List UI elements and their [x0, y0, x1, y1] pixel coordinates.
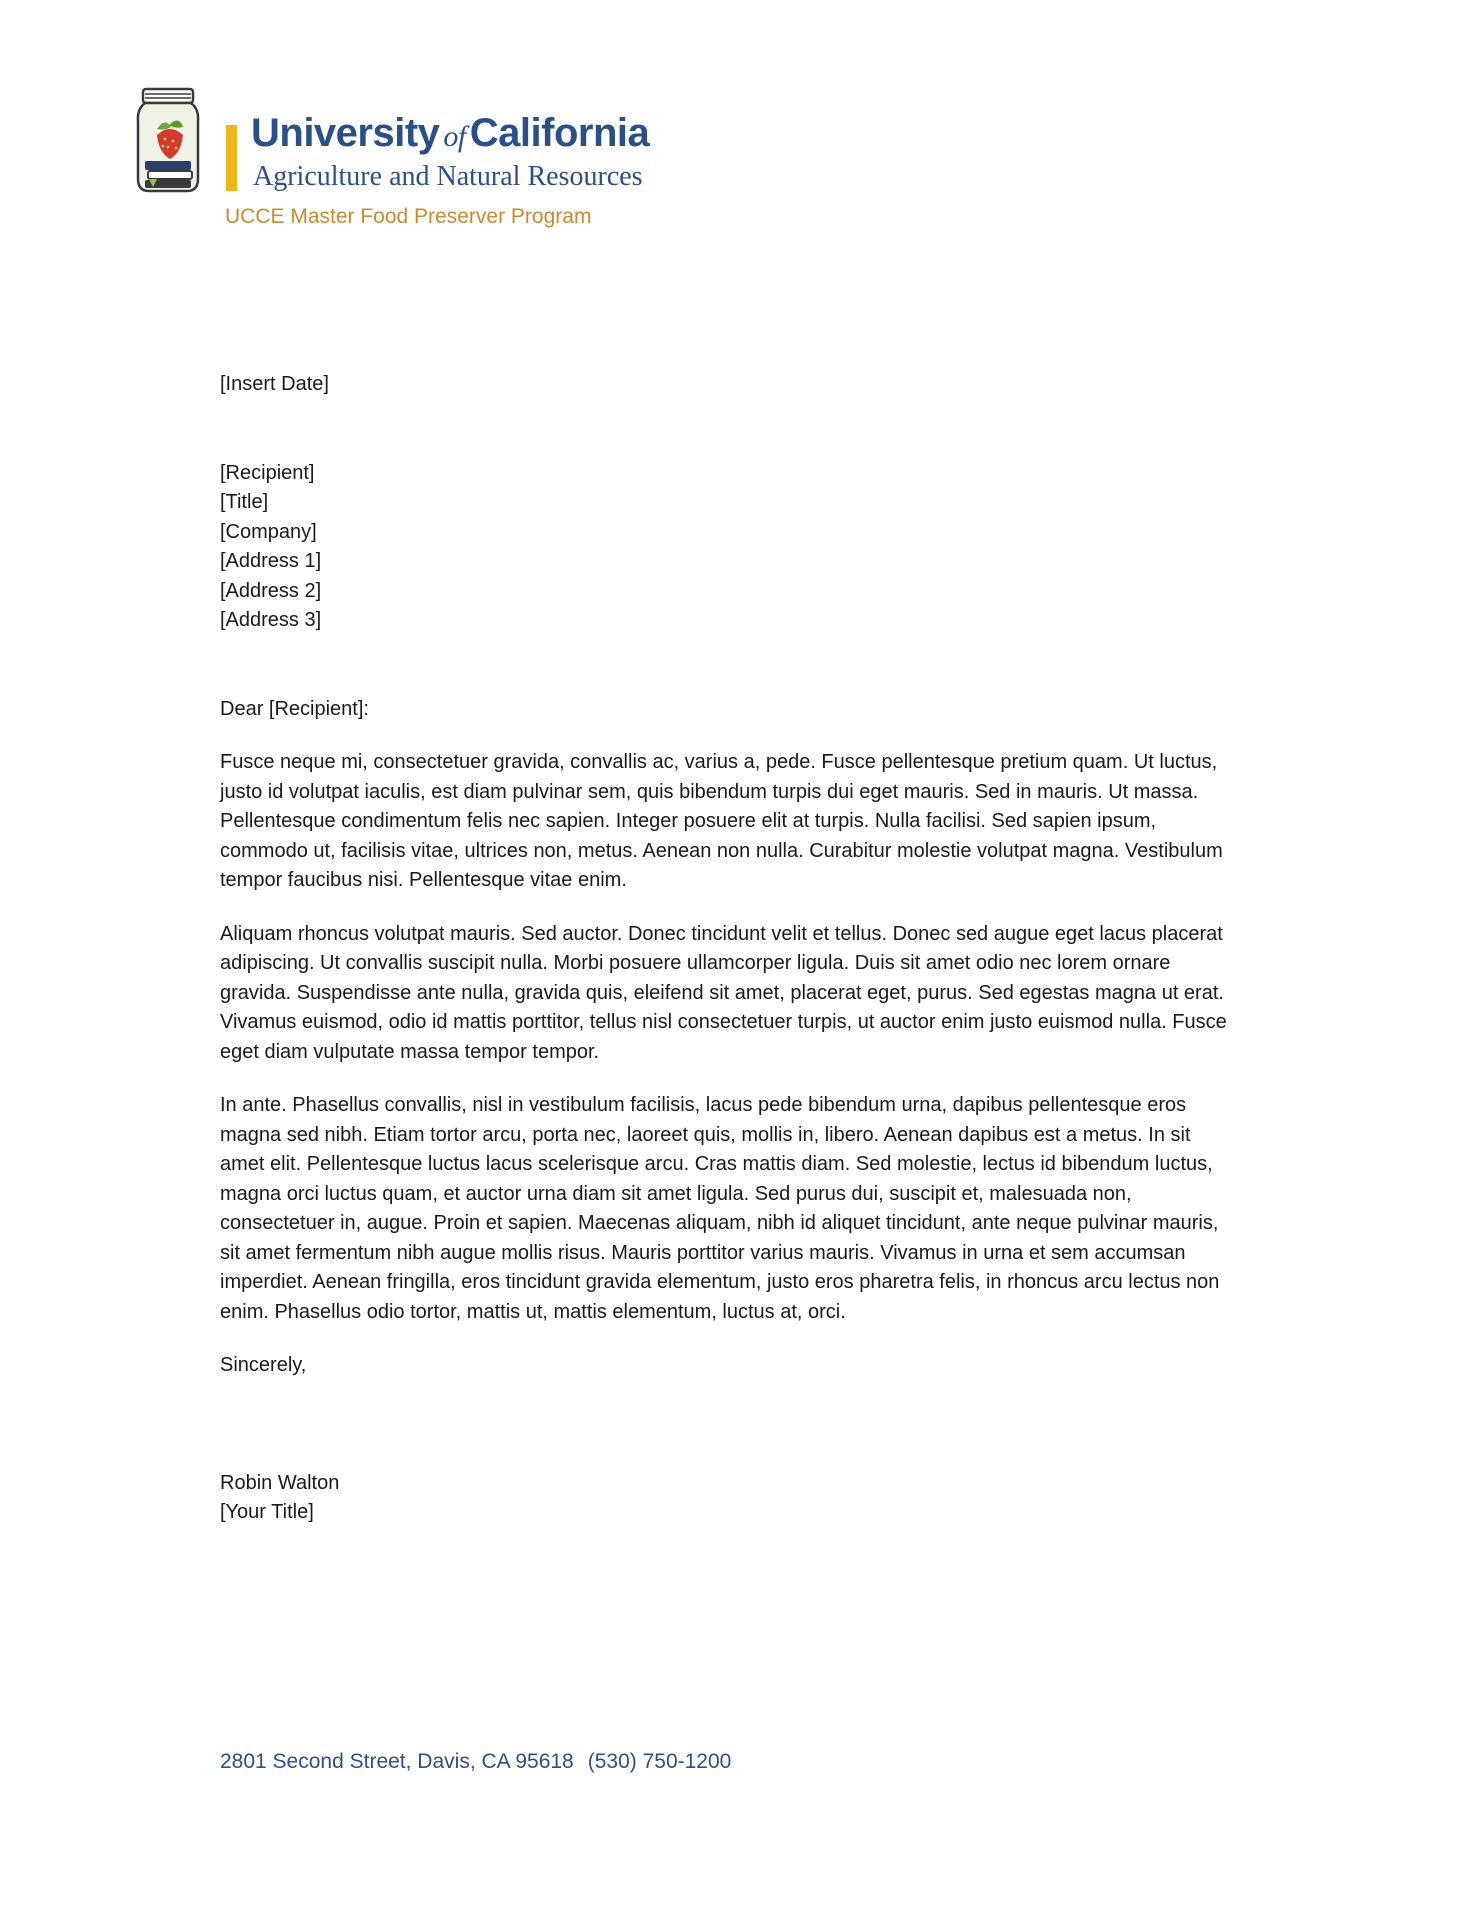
footer-contact [220, 1750, 731, 1774]
signer-name: Robin Walton [220, 1471, 340, 1494]
org-name-california: California [469, 111, 650, 155]
body-paragraph-3: In ante. Phasellus convallis, nisl in vestibulum facilisis, lacus pede bibendum urna, dapibus pellentesque eros magna sed nibh. Etiam tortor arcu, porta nec, laoreet quis, mollis in, libero. Aenean dapibus est a metus. In sit amet elit. Pellentesque luctus lacus scelerisque arcu. Cras mattis diam. Sed molestie, lectus id bibendum luctus, magna orci luctus quam, et auctor urna diam sit amet ligula. Sed purus dui, suscipit et, malesuada non, consectetuer in, augue. Proin et sapien. Maecenas aliquam, nibh id aliquet tincidunt, ante neque pulvinar mauris, sit amet fermentum nibh augue mollis risus. Mauris porttitor varius mauris. Vivamus in urna et sem accumsan imperdiet. Aenean fringilla, eros tincidunt gravida elementum, justo eros pharetra felis, in rhoncus arcu lectus non enim. Phasellus odio tortor, mattis ut, mattis elementum, luctus at, orci. [220, 1094, 1220, 1323]
closing: Sincerely, [220, 1354, 307, 1376]
recipient-company-line: [Company] [220, 520, 317, 543]
signer-title: [Your Title] [220, 1501, 314, 1523]
body-paragraph-2: Aliquam rhoncus volutpat mauris. Sed auctor. Donec tincidunt velit et tellus. Donec sed augue eget lacus placerat adipiscing. Ut convallis suscipit nulla. Morbi posuere ullamcorper ligula. Duis sit amet odio nec lorem ornare gravida. Suspendisse ante nulla, gravida quis, eleifend sit amet, placerat eget, purus. Sed egestas magna ut erat. Vivamus euismod, odio id mattis porttitor, tellus nisl consectetuer turpis, ut auctor enim justo euismod nulla. Fusce eget diam vulputate massa tempor tempor. [220, 922, 1227, 1063]
salutation: Dear [Recipient]: [220, 697, 369, 720]
recipient-title-line: [Title] [220, 491, 269, 513]
body-paragraph-1: Fusce neque mi, consectetuer gravida, convallis ac, varius a, pede. Fusce pellentesque pretium quam. Ut luctus, justo id volutpat iaculis, est diam pulvinar sem, quis bibendum turpis dui eget mauris. Sed in mauris. Ut massa. Pellentesque condimentum felis nec sapien. Integer posuere elit at turpis. Nulla facilisi. Sed sapien ipsum, commodo ut, facilisis vitae, ultrices non, metus. Aenean non nulla. Curabitur molestie volutpat magna. Vestibulum tempor faucibus nisi. Pellentesque vitae enim. [220, 751, 1223, 891]
letter-date: [Insert Date] [220, 373, 329, 395]
recipient-address-block [220, 459, 1240, 636]
recipient-address1-line: [Address 1] [220, 550, 322, 572]
recipient-address2-line: [Address 2] [220, 579, 322, 602]
program-name: UCCE Master Food Preserver Program [225, 205, 592, 228]
footer-address: 2801 Second Street, Davis, CA 95618 [220, 1750, 574, 1773]
organization-name [251, 113, 649, 153]
letterhead [130, 85, 830, 245]
footer-phone: (530) 750-1200 [587, 1750, 732, 1773]
jar-logo-icon [135, 87, 201, 195]
signature-block [220, 1469, 1240, 1528]
recipient-line: [Recipient] [220, 461, 315, 484]
org-name-university: University [251, 111, 440, 155]
organization-division: Agriculture and Natural Resources [253, 161, 643, 192]
org-name-of: of [443, 120, 466, 153]
recipient-address3-line: [Address 3] [220, 609, 322, 631]
letter-body [220, 370, 1240, 1528]
brand-gold-bar [226, 125, 237, 191]
